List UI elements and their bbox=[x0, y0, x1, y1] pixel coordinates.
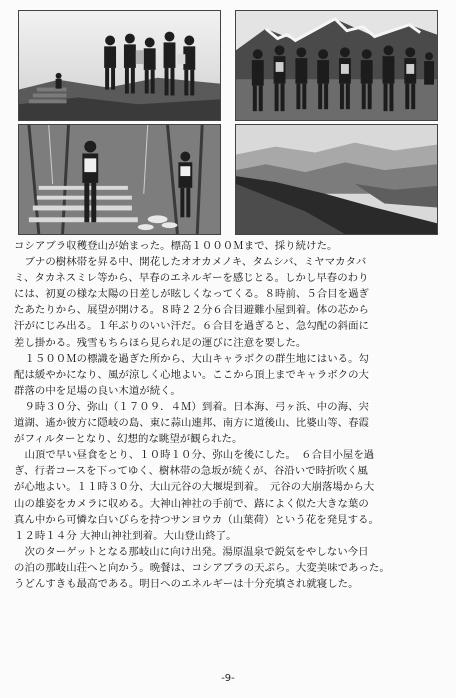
text-line: コシアブラ収穫登山が始まった。標高１０００Ｍまで、採り続けた。 bbox=[14, 240, 338, 252]
text-line: がフィルターとなり、幻想的な眺望が観られた。 bbox=[14, 433, 243, 446]
photo-forest-steps bbox=[18, 124, 221, 235]
text-line: 山の雄姿をカメラに収める。大神山神社の手前で、蕗によく似た大きな葉の bbox=[14, 497, 369, 510]
text-line: 汗がにじみ出る。１年ぶりのいい汗だ。６合目を過ぎると、急勾配の斜面に bbox=[14, 320, 369, 333]
text-line: 配は緩やかになり、風が涼しく心地よい。ここから頂上までキャラボクの大 bbox=[14, 368, 369, 381]
text-line: ９時３０分、弥山（１７０９．４Ｍ）到着。日本海、弓ヶ浜、中の海、宍 bbox=[14, 400, 369, 413]
text-line: ぎ、行者コースを下ってゆく、樹林帯の急坂が続くが、谷沿いで時折吹く風 bbox=[14, 465, 368, 478]
photo-grid bbox=[18, 10, 438, 235]
text-line: 差し掛かる。残雪もちらほら見られ足の運びに注意を要した。 bbox=[14, 336, 307, 349]
photo-group-portrait bbox=[235, 10, 438, 121]
text-line: ミ、タカネスミレ等から、早春のエネルギーを感じとる。しかし早春のわり bbox=[14, 272, 369, 285]
text-line: 真ん中から可憐な白いびらを持つサンヨウカ（山葉荷）という花を発見する。 bbox=[14, 513, 379, 526]
photo-mountain-ridge bbox=[235, 124, 438, 235]
page-number: -9- bbox=[221, 673, 235, 684]
text-line: ブナの樹林帯を昇る中、開花したオオカメノキ、タムシバ、ミヤマカタバ bbox=[14, 256, 367, 269]
text-line: 道湖、遙か彼方に隠岐の島、東に蒜山連邦、南方に道後山、比婆山等、春霞 bbox=[14, 417, 369, 430]
article-body bbox=[14, 238, 444, 592]
text-line: うどんすきも最高である。明日へのエネルギーは十分充填され就寝した。 bbox=[14, 577, 359, 590]
text-line: １２時１４分 大神山神社到着。大山登山終了。 bbox=[14, 529, 237, 542]
text-line: 次のターゲットとなる那岐山に向け出発。湯原温泉で鋭気をやしない今日 bbox=[14, 545, 369, 558]
text-line: 群落の中を足場の良い木道が続く。 bbox=[14, 384, 181, 397]
photo-summit-group bbox=[18, 10, 221, 121]
text-line: には、初夏の様な太陽の日差しが眩しくなってくる。８時前、５合目を過ぎ bbox=[14, 288, 369, 301]
text-line: １５００Ｍの標識を過ぎた所から、大山キャラボクの群生地にはいる。勾 bbox=[14, 352, 369, 365]
text-line: が心地よい。１１時３０分、大山元谷の大堰堤到着。 元谷の大崩落場から大 bbox=[14, 481, 375, 494]
text-line: 山頂で早い昼食をとり、１０時１０分、弥山を後にした。 ６合目小屋を過 bbox=[14, 449, 375, 462]
text-line: の泊の那岐山荘へと向かう。晩餐は、コシアブラの天ぷら。大変美味であった。 bbox=[14, 561, 390, 574]
text-line: たあたりから、展望が開ける。８時２２分６合目避難小屋到着。体の芯から bbox=[14, 304, 369, 317]
